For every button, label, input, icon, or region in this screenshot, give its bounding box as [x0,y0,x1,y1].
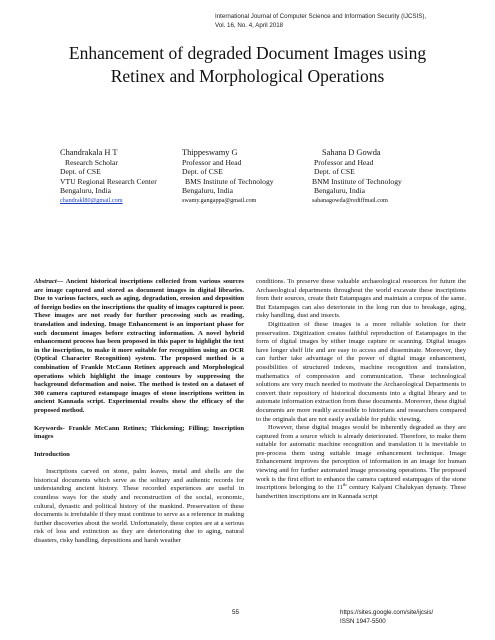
author-email-link[interactable]: chandrakl80@gmail.com [60,196,123,204]
journal-name: International Journal of Computer Science and Information Security (IJCSIS), [215,13,427,20]
author-dept: Dept. of CSE [60,167,101,177]
abstract-text: Ancient historical inscriptions collected from various sources are image captured and stored as document images in digital libraries. Due to various factors, such as aging, degradation, erosion and deposition of foreign bodies on the inscriptions the quality of images captured is poor. These images are not ready for further processing such as reading, translation and indexing. Image Enhancement is an important phase for such document images before extracting information. A novel hybrid enhancement process has been proposed in this paper to highlight the text in the inscription, to make it more suitable for recognition using an OCR (Optical Character Recognition) system. The proposed method is a combination of Frankle McCann Retinex approach and Morphological operations which highlight the image contours by suppressing the background deformation and noise. The method is tested on a dataset of 300 camera captured estampage images of stone inscriptions written in ancient Kannada script. Experimental results show the efficacy of the proposed method. [34,278,244,414]
author-role: Professor and Head [314,157,374,167]
author-dept: Dept. of CSE [182,167,223,177]
right-column [256,278,466,501]
section-heading-introduction: Introduction [34,450,70,458]
author-name: Sahana D Gowda [322,148,381,157]
author-email: sahanagowda@rediffmail.com [312,196,388,204]
author-name: Chandrakala H T [60,148,118,157]
footer-url[interactable]: https://sites.google.com/site/ijcsis/ [340,609,434,616]
intro-paragraph: Inscriptions carved on stone, palm leaves, metal and shells are the historical documents which serve as the solitary and authentic records for understanding ancient history. These recorded experiences are useful in countless ways for the study and reconstruction of the social, economic, cultural, dynastic and political history of the mankind. Preservation of these documents is irrefutable if they must continue to serve as a reference in making further discoveries about the world. Unfortunately, these copies are at a serious risk of loss and extinction as they are deteriorating due to aging, natural disasters, risky handling, depositions and harsh weather [34,468,244,545]
author-dept: Dept. of CSE [314,167,355,177]
body-paragraph-3 [256,424,466,501]
footer-issn: ISSN 1947-5500 [340,617,386,625]
author-email: swamy.gangappa@gmail.com [182,196,257,204]
body-paragraph-3-part-b: century Kalyani Chalukyan dynasty. These handwritten inscriptions are in Kannada script [256,484,466,500]
author-city: Bengaluru, India [314,186,366,196]
page-footer [340,609,433,626]
keywords: Keywords- Frankle McCann Retinex; Thickening; Filling; Inscription images [34,424,244,441]
author-role: Research Scholar [65,157,118,167]
abstract-lead: Abstract— [34,278,64,285]
author-block-1 [60,148,157,206]
body-paragraph-3-part-a: However, these digital images would be inherently degraded as they are captured from a source which is already deteriorated. Therefore, to make them suitable for automatic machine recognition and translation it is inevitable to pre-process them using suitable image enhancement technique. Image Enhancement improves the perception of information in an image for human viewing and for further automated image processing operations. The proposed work is the first effort to enhance the camera captured estampages of the stone inscriptions belonging to the 11 [256,424,466,492]
paper-title [0,42,495,88]
journal-issue: Vol. 16, No. 4, April 2018 [215,22,284,29]
left-column [34,278,244,546]
body-paragraph-1: conditions. To preserve these valuable archaeological resources for future the Archaeological departments throughout the world excavate these inscriptions from their sources, create their Estampages and maintain a corpus of the same. But Estampages can also deteriorate in the long run due to breakage, aging, risky handling, dust and insects. [256,278,466,320]
author-block-2 [182,148,274,206]
author-institute: BMS Institute of Technology [185,176,274,186]
page-number: 55 [232,609,240,616]
ordinal-superscript: th [342,482,347,488]
author-city: Bengaluru, India [182,186,234,196]
author-block-3 [312,148,402,206]
author-institute: VTU Regional Research Center [60,176,157,186]
author-name: Thippeswamy G [182,148,238,157]
author-institute: BNM Institute of Technology [312,176,402,186]
author-city: Bengaluru, India [60,186,112,196]
title-line-1: Enhancement of degraded Document Images using [68,43,427,63]
author-role: Professor and Head [182,157,242,167]
abstract [34,278,244,416]
title-line-2: Retinex and Morphological Operations [110,66,385,86]
journal-header [215,12,426,30]
body-paragraph-2: Digitization of these images is a more reliable solution for their preservation. Digitization creates faithful reproduction of Estampages in the form of digital images by either image capture or scanning. Digital images have longer shelf life and are easy to access and disseminate. Moreover, they can further take advantage of the power of digital image enhancement, possibilities of structured indexes, machine recognition and translation, mathematics of compression and communication. These technological solutions are very much needed to motivate the Archaeological Departments to convert their repository of historical documents into a digital library and to automate information extraction from these documents. Moreover, these digital documents are more readily accessible to historians and researchers compared to the originals that are not easily available for public viewing. [256,320,466,423]
